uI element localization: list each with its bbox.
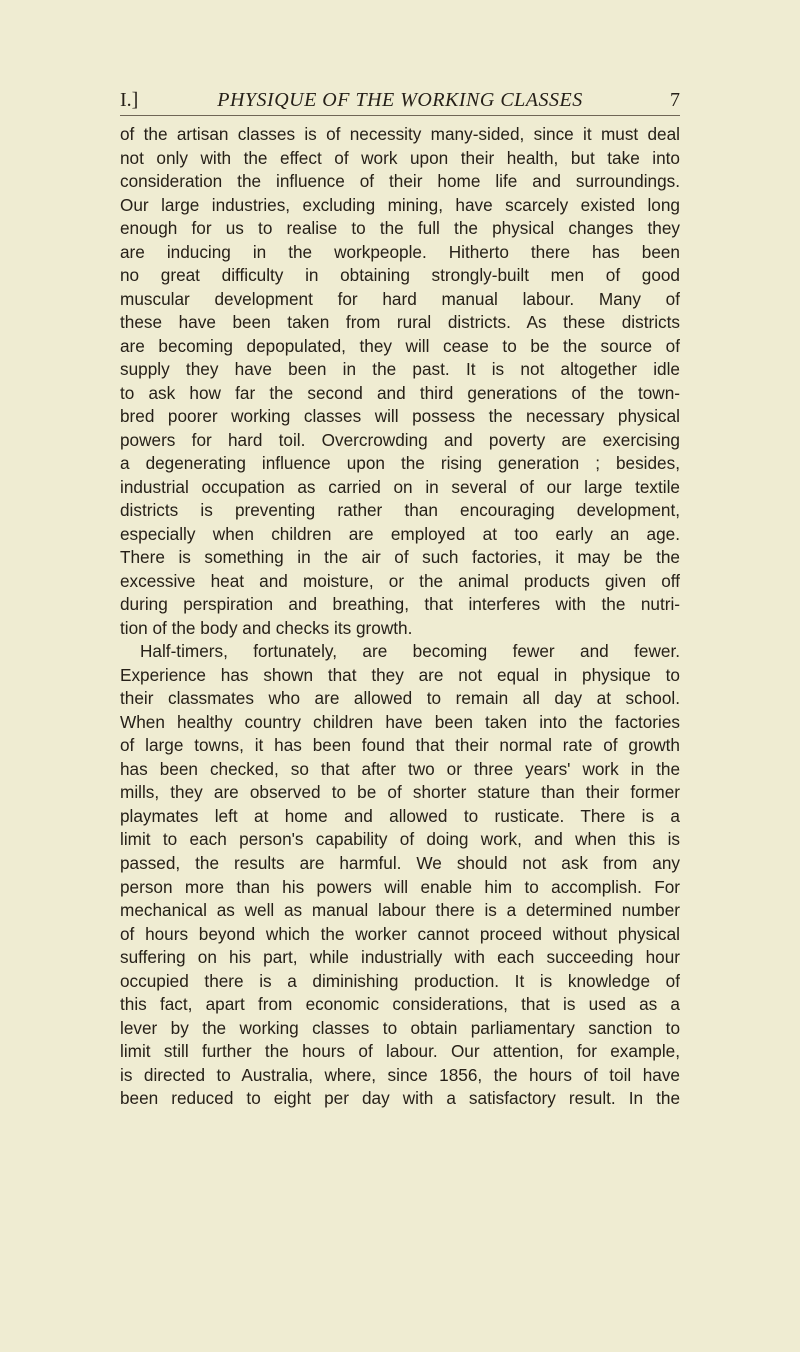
text-line: suffering on his part, while industrially with each succeeding hour	[120, 947, 680, 968]
text-line: limit still further the hours of labour. Our attention, for example,	[120, 1041, 680, 1062]
text-line: mechanical as well as manual labour there is a determined number	[120, 900, 680, 921]
paragraph-end-line: tion of the body and checks its growth.	[120, 617, 413, 638]
text-line: consideration the influence of their home life and surroundings.	[120, 171, 680, 192]
text-line: Our large industries, excluding mining, have scarcely existed long	[120, 194, 680, 215]
text-line: playmates left at home and allowed to rusticate. There is a	[120, 805, 680, 826]
text-line: these have been taken from rural districts. As these districts	[120, 312, 680, 333]
text-line: powers for hard toil. Overcrowding and poverty are exercising	[120, 429, 680, 450]
chapter-number: I.]	[120, 89, 139, 111]
text-line: bred poorer working classes will possess the necessary physical	[120, 406, 680, 427]
running-title: PHYSIQUE OF THE WORKING CLASSES	[217, 89, 583, 111]
text-line: of the artisan classes is of necessity many-sided, since it must deal	[120, 124, 680, 144]
text-line: There is something in the air of such factories, it may be the	[120, 547, 680, 568]
header-rule	[120, 115, 680, 116]
text-line: districts is preventing rather than encouraging development,	[120, 500, 680, 521]
text-line: enough for us to realise to the full the physical changes they	[120, 218, 680, 239]
body-text	[120, 123, 680, 1111]
text-line: during perspiration and breathing, that interferes with the nutri-	[120, 594, 680, 615]
text-line: person more than his powers will enable him to accomplish. For	[120, 876, 680, 897]
text-line: no great difficulty in obtaining strongly-built men of good	[120, 265, 680, 286]
text-line: lever by the working classes to obtain parliamentary sanction to	[120, 1017, 680, 1038]
text-line: mills, they are observed to be of shorter stature than their former	[120, 782, 680, 803]
text-line: supply they have been in the past. It is not altogether idle	[120, 359, 680, 380]
text-line: to ask how far the second and third generations of the town-	[120, 382, 680, 403]
text-line: muscular development for hard manual labour. Many of	[120, 288, 680, 309]
text-line: of large towns, it has been found that their normal rate of growth	[120, 735, 680, 756]
text-line: especially when children are employed at too early an age.	[120, 523, 680, 544]
text-line: been reduced to eight per day with a satisfactory result. In the	[120, 1088, 680, 1109]
paragraph-start-line: Half-timers, fortunately, are becoming fewer and fewer.	[140, 641, 680, 662]
text-line: are inducing in the workpeople. Hitherto there has been	[120, 241, 680, 262]
page-number: 7	[670, 89, 680, 111]
text-line: of hours beyond which the worker cannot proceed without physical	[120, 923, 680, 944]
text-line: are becoming depopulated, they will cease to be the source of	[120, 335, 680, 356]
text-line: industrial occupation as carried on in several of our large textile	[120, 476, 680, 497]
text-line: not only with the effect of work upon their health, but take into	[120, 147, 680, 168]
text-line: Experience has shown that they are not equal in physique to	[120, 664, 680, 685]
text-line: excessive heat and moisture, or the animal products given off	[120, 570, 680, 591]
text-line: has been checked, so that after two or three years' work in the	[120, 758, 680, 779]
text-line: is directed to Australia, where, since 1856, the hours of toil have	[120, 1064, 680, 1085]
text-line: limit to each person's capability of doing work, and when this is	[120, 829, 680, 850]
text-line: When healthy country children have been taken into the factories	[120, 711, 680, 732]
running-head	[120, 86, 680, 116]
text-line: their classmates who are allowed to remain all day at school.	[120, 688, 680, 709]
text-line: this fact, apart from economic considerations, that is used as a	[120, 994, 680, 1015]
text-line: passed, the results are harmful. We should not ask from any	[120, 852, 680, 873]
text-line: occupied there is a diminishing production. It is knowledge of	[120, 970, 680, 991]
text-line: a degenerating influence upon the rising generation ; besides,	[120, 453, 680, 474]
